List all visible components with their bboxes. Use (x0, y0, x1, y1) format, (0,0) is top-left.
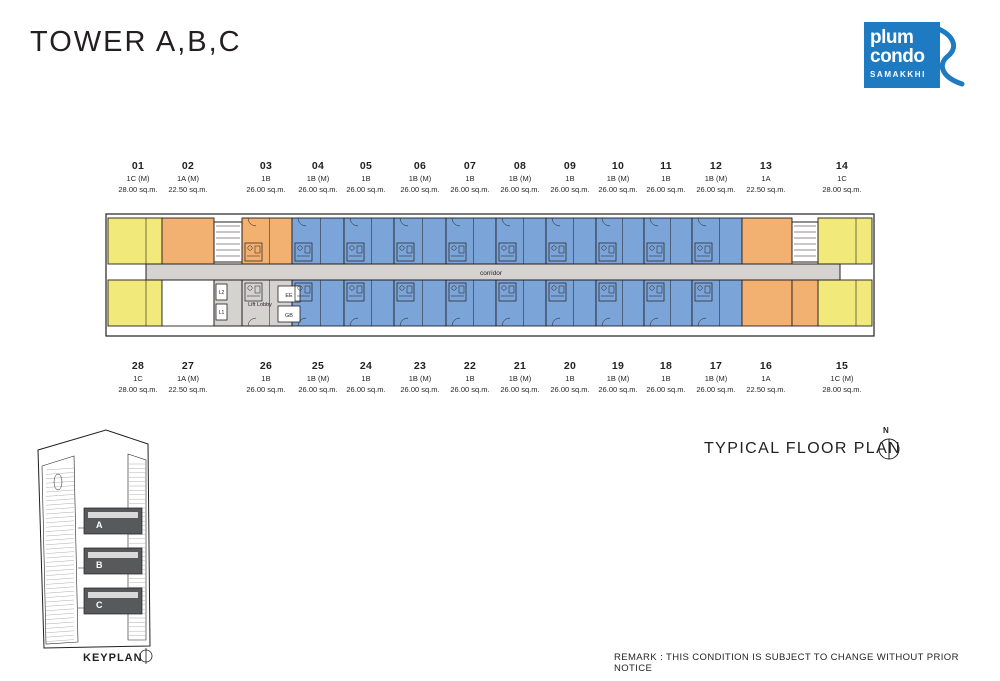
unit-type: 1C (M) (126, 174, 150, 183)
bottom-unit-22 (443, 360, 497, 395)
unit-number: 01 (131, 160, 145, 172)
bottom-unit-15 (815, 360, 869, 395)
top-unit-05 (339, 160, 393, 195)
tower-block-B (84, 548, 142, 574)
bottom-unit-cell-18 (644, 280, 692, 326)
bottom-unit-28 (111, 360, 165, 395)
unit-number: 25 (311, 360, 325, 372)
logo-subtitle: SAMAKKHI (870, 70, 926, 79)
bottom-unit-cell-27 (162, 280, 214, 326)
unit-area: 26.00 sq.m. (400, 385, 440, 394)
north-letter: N (883, 426, 889, 435)
bottom-unit-cell-22 (446, 280, 496, 326)
top-unit-07 (443, 160, 497, 195)
unit-type: 1B (565, 374, 575, 383)
tower-label-A: A (96, 520, 103, 530)
unit-type: 1B (M) (704, 374, 728, 383)
unit-number: 05 (359, 160, 373, 172)
unit-area: 26.00 sq.m. (298, 185, 338, 194)
unit-number: 08 (513, 160, 527, 172)
unit-type: 1B (M) (306, 174, 330, 183)
unit-type: 1B (661, 174, 671, 183)
top-unit-01 (111, 160, 165, 195)
unit-type: 1B (465, 374, 475, 383)
unit-number: 21 (513, 360, 527, 372)
unit-number: 27 (181, 360, 195, 372)
bottom-unit-26 (239, 360, 293, 395)
unit-type: 1B (M) (606, 374, 630, 383)
unit-area: 26.00 sq.m. (550, 385, 590, 394)
unit-area: 22.50 sq.m. (746, 385, 786, 394)
unit-number: 20 (563, 360, 577, 372)
unit-number: 17 (709, 360, 723, 372)
unit-type: 1A (M) (176, 374, 200, 383)
tower-block-A (84, 508, 142, 534)
unit-area: 26.00 sq.m. (696, 385, 736, 394)
unit-type: 1A (761, 174, 771, 183)
top-unit-11 (639, 160, 693, 195)
top-unit-cell-04 (292, 218, 344, 264)
unit-type: 1B (M) (704, 174, 728, 183)
unit-type: 1B (361, 174, 371, 183)
lift-1-label: L1 (218, 310, 225, 316)
keyplan-diagram (28, 420, 208, 670)
unit-type: 1B (M) (606, 174, 630, 183)
top-unit-cell-03 (242, 218, 292, 264)
unit-area: 26.00 sq.m. (450, 185, 490, 194)
tower-block-C (84, 588, 142, 614)
unit-area: 26.00 sq.m. (400, 185, 440, 194)
unit-area: 26.00 sq.m. (500, 385, 540, 394)
bottom-unit-cell-19 (596, 280, 644, 326)
top-unit-cell-09 (546, 218, 596, 264)
bottom-unit-cell-16 (742, 280, 792, 326)
top-unit-cell-13 (742, 218, 792, 264)
unit-area: 26.00 sq.m. (246, 385, 286, 394)
corridor-label: corridor (479, 270, 503, 277)
unit-area: 28.00 sq.m. (822, 385, 862, 394)
tower-label-B: B (96, 560, 103, 570)
tower-block-detail-A (88, 512, 138, 518)
unit-number: 11 (660, 160, 672, 172)
unit-number: 16 (759, 360, 773, 372)
top-unit-13 (739, 160, 793, 195)
top-unit-03 (239, 160, 293, 195)
unit-type: 1B (M) (408, 174, 432, 183)
unit-number: 10 (611, 160, 625, 172)
unit-number: 28 (131, 360, 145, 372)
unit-number: 19 (611, 360, 625, 372)
bottom-unit-21 (493, 360, 547, 395)
bottom-unit-18 (639, 360, 693, 395)
bottom-unit-cell-21 (496, 280, 546, 326)
unit-type: 1A (M) (176, 174, 200, 183)
unit-area: 26.00 sq.m. (450, 385, 490, 394)
plum-condo-logo (864, 22, 972, 94)
lift-lobby-label: Lift Lobby (248, 302, 272, 308)
top-unit-cell-11 (644, 218, 692, 264)
unit-area: 28.00 sq.m. (822, 185, 862, 194)
typical-floor-plan-caption: TYPICAL FLOOR PLAN (704, 440, 902, 457)
unit-area: 26.00 sq.m. (696, 185, 736, 194)
unit-number: 12 (709, 160, 723, 172)
electrical-room-label: EE (285, 293, 293, 299)
top-unit-cell-05 (344, 218, 394, 264)
bottom-unit-19 (591, 360, 645, 395)
unit-area: 26.00 sq.m. (598, 385, 638, 394)
remark-text: REMARK : THIS CONDITION IS SUBJECT TO CHANGE WITHOUT PRIOR NOTICE (614, 652, 959, 674)
unit-number: 04 (311, 160, 325, 172)
unit-number: 22 (463, 360, 477, 372)
logo-name-condo: condo (870, 46, 925, 67)
top-unit-cell-08 (496, 218, 546, 264)
service-core-right (792, 280, 818, 326)
top-unit-cell-01 (108, 218, 162, 264)
top-unit-09 (543, 160, 597, 195)
top-unit-cell-02 (162, 218, 214, 264)
unit-area: 22.50 sq.m. (168, 385, 208, 394)
typical-floor-plan-diagram (100, 160, 880, 410)
unit-number: 09 (563, 160, 577, 172)
unit-type: 1B (465, 174, 475, 183)
unit-area: 22.50 sq.m. (168, 185, 208, 194)
top-unit-10 (591, 160, 645, 195)
unit-type: 1C (133, 374, 143, 383)
unit-area: 28.00 sq.m. (118, 185, 158, 194)
unit-number: 23 (413, 360, 427, 372)
unit-type: 1A (761, 374, 771, 383)
logo-swoosh-icon (926, 24, 966, 88)
unit-type: 1C (837, 174, 847, 183)
logo-name-plum: plum (870, 27, 914, 48)
bottom-unit-cell-17 (692, 280, 742, 326)
tower-block-detail-B (88, 552, 138, 558)
unit-area: 22.50 sq.m. (746, 185, 786, 194)
unit-area: 28.00 sq.m. (118, 385, 158, 394)
top-unit-cell-10 (596, 218, 644, 264)
garbage-room-label: GB (285, 313, 293, 319)
unit-area: 26.00 sq.m. (646, 185, 686, 194)
unit-area: 26.00 sq.m. (246, 185, 286, 194)
unit-area: 26.00 sq.m. (346, 385, 386, 394)
unit-area: 26.00 sq.m. (646, 385, 686, 394)
top-unit-04 (291, 160, 345, 195)
bottom-unit-23 (393, 360, 447, 395)
access-road (42, 456, 78, 644)
unit-area: 26.00 sq.m. (346, 185, 386, 194)
bottom-unit-16 (739, 360, 793, 395)
lift-2-label: L2 (218, 290, 225, 296)
top-unit-12 (689, 160, 743, 195)
top-unit-cell-06 (394, 218, 446, 264)
top-unit-cell-12 (692, 218, 742, 264)
tower-block-detail-C (88, 592, 138, 598)
unit-number: 26 (259, 360, 273, 372)
floor-plate-drawing (100, 212, 880, 352)
unit-area: 26.00 sq.m. (500, 185, 540, 194)
bottom-unit-cell-28 (108, 280, 162, 326)
bottom-unit-cell-15 (818, 280, 872, 326)
unit-type: 1B (361, 374, 371, 383)
unit-number: 18 (659, 360, 673, 372)
unit-type: 1B (M) (508, 374, 532, 383)
bottom-unit-27 (161, 360, 215, 395)
bottom-unit-cell-23 (394, 280, 446, 326)
unit-area: 26.00 sq.m. (598, 185, 638, 194)
unit-type: 1B (261, 174, 271, 183)
bottom-unit-cell-24 (344, 280, 394, 326)
unit-type: 1B (M) (508, 174, 532, 183)
unit-number: 06 (413, 160, 427, 172)
unit-number: 24 (359, 360, 373, 372)
tower-label-C: C (96, 600, 103, 610)
unit-number: 15 (835, 360, 849, 372)
top-unit-08 (493, 160, 547, 195)
north-arrow-icon (874, 426, 904, 462)
unit-number: 02 (181, 160, 195, 172)
unit-type: 1B (261, 374, 271, 383)
top-unit-cell-07 (446, 218, 496, 264)
unit-number: 07 (463, 160, 477, 172)
unit-area: 26.00 sq.m. (550, 185, 590, 194)
top-unit-02 (161, 160, 215, 195)
top-unit-14 (815, 160, 869, 195)
unit-number: 14 (835, 160, 849, 172)
unit-area: 26.00 sq.m. (298, 385, 338, 394)
bottom-unit-25 (291, 360, 345, 395)
bottom-unit-24 (339, 360, 393, 395)
unit-number: 03 (259, 160, 273, 172)
unit-type: 1B (M) (306, 374, 330, 383)
bottom-unit-20 (543, 360, 597, 395)
keyplan-title: KEYPLAN (83, 652, 143, 664)
unit-type: 1B (661, 374, 671, 383)
unit-type: 1B (565, 174, 575, 183)
unit-type: 1B (M) (408, 374, 432, 383)
top-unit-cell-14 (818, 218, 872, 264)
page-title: TOWER A,B,C (30, 26, 242, 58)
top-unit-06 (393, 160, 447, 195)
bottom-unit-cell-20 (546, 280, 596, 326)
unit-type: 1C (M) (830, 374, 854, 383)
unit-number: 13 (759, 160, 773, 172)
bottom-unit-17 (689, 360, 743, 395)
